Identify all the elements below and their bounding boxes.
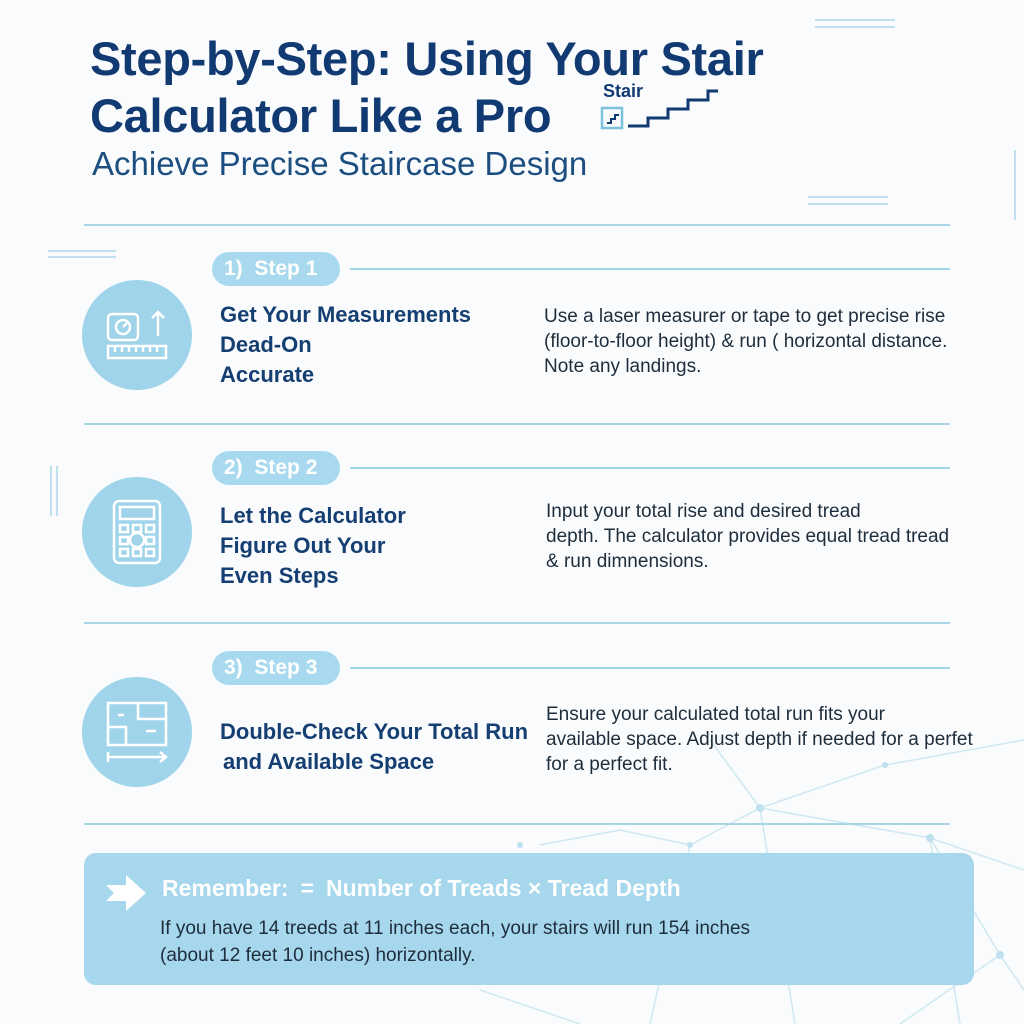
arrow-right-icon [104,873,148,913]
step-3-description [546,702,973,777]
step-1-body-line: Use a laser measurer or tape to get precise rise [544,306,946,327]
step-1-heading-line: Accurate [220,362,315,387]
step-1-heading-line: Dead-On [220,332,312,357]
deco-line [808,203,888,205]
step-2-heading [220,501,406,591]
step-2-description [546,499,949,574]
page-subtitle: Achieve Precise Staircase Design [92,145,588,182]
divider [84,622,950,624]
callout-body [160,915,750,969]
step-2-label: Step 2 [254,456,318,479]
tape-measure-icon [82,280,192,390]
step-1-heading [220,300,471,390]
floor-plan-icon [82,677,192,787]
title-line-2: Calculator Like a Pro [90,89,552,142]
step-2-body-line: & run dimnensions. [546,551,709,572]
callout-heading [162,875,681,902]
step-3-heading-line: and Available Space [223,749,435,774]
step-2-number: 2) [224,456,243,479]
callout-formula: Number of Treads × Tread Depth [325,875,681,901]
step-1-badge [212,252,340,286]
deco-line [56,466,58,516]
callout-body-line: If you have 14 treeds at 11 inches each, your stairs will run 154 inches [160,918,751,939]
step-2-heading-line: Let the Calculator [220,503,406,528]
step-2-icon-circle [82,477,192,587]
step-1-icon-circle [82,280,192,390]
deco-line [815,19,895,21]
title-line-1: Step-by-Step: Using Your Stair [90,32,764,85]
step-2-body-line: depth. The calculator provides equal tread tread [546,526,950,547]
calculator-icon [82,477,192,587]
step-3-heading-line: Double-Check Your Total Run [220,719,529,744]
callout-body-line: (about 12 feet 10 inches) horizontally. [160,945,476,966]
stair-icon [600,82,722,134]
step-3-heading [220,717,528,777]
step-1-description [544,304,947,379]
step-2-heading-line: Figure Out Your [220,533,386,558]
step-2-body-line: Input your total rise and desired tread [546,501,861,522]
step-3-body-line: for a perfect fit. [546,754,673,775]
step-3-badge [212,651,340,685]
divider [84,224,950,226]
step-1-body-line: Note any landings. [544,356,702,377]
step-1-body-line: (floor-to-floor height) & run ( horizontal distance. [544,331,948,352]
divider [84,823,950,825]
stair-logo-label: Stair [603,81,644,101]
step-3-label: Step 3 [254,656,318,679]
deco-line [48,250,116,252]
callout-label: Remember: [162,875,289,901]
remember-callout [84,853,974,985]
callout-equals: = [300,875,314,901]
step-1-number: 1) [224,257,243,280]
deco-line [808,196,888,198]
step-3-icon-circle [82,677,192,787]
deco-line [1014,150,1016,220]
step-2-heading-line: Even Steps [220,563,339,588]
step-3-body-line: available space. Adjust depth if needed for a perfet [546,729,973,750]
divider [84,423,950,425]
deco-line [50,466,52,516]
step-1-line [350,268,950,270]
deco-line [815,26,895,28]
step-2-badge [212,451,340,485]
step-3-line [350,667,950,669]
step-2-line [350,467,950,469]
step-3-number: 3) [224,656,243,679]
step-1-heading-line: Get Your Measurements [220,302,472,327]
deco-line [48,256,116,258]
step-3-body-line: Ensure your calculated total run fits your [546,704,886,725]
step-1-label: Step 1 [254,257,318,280]
